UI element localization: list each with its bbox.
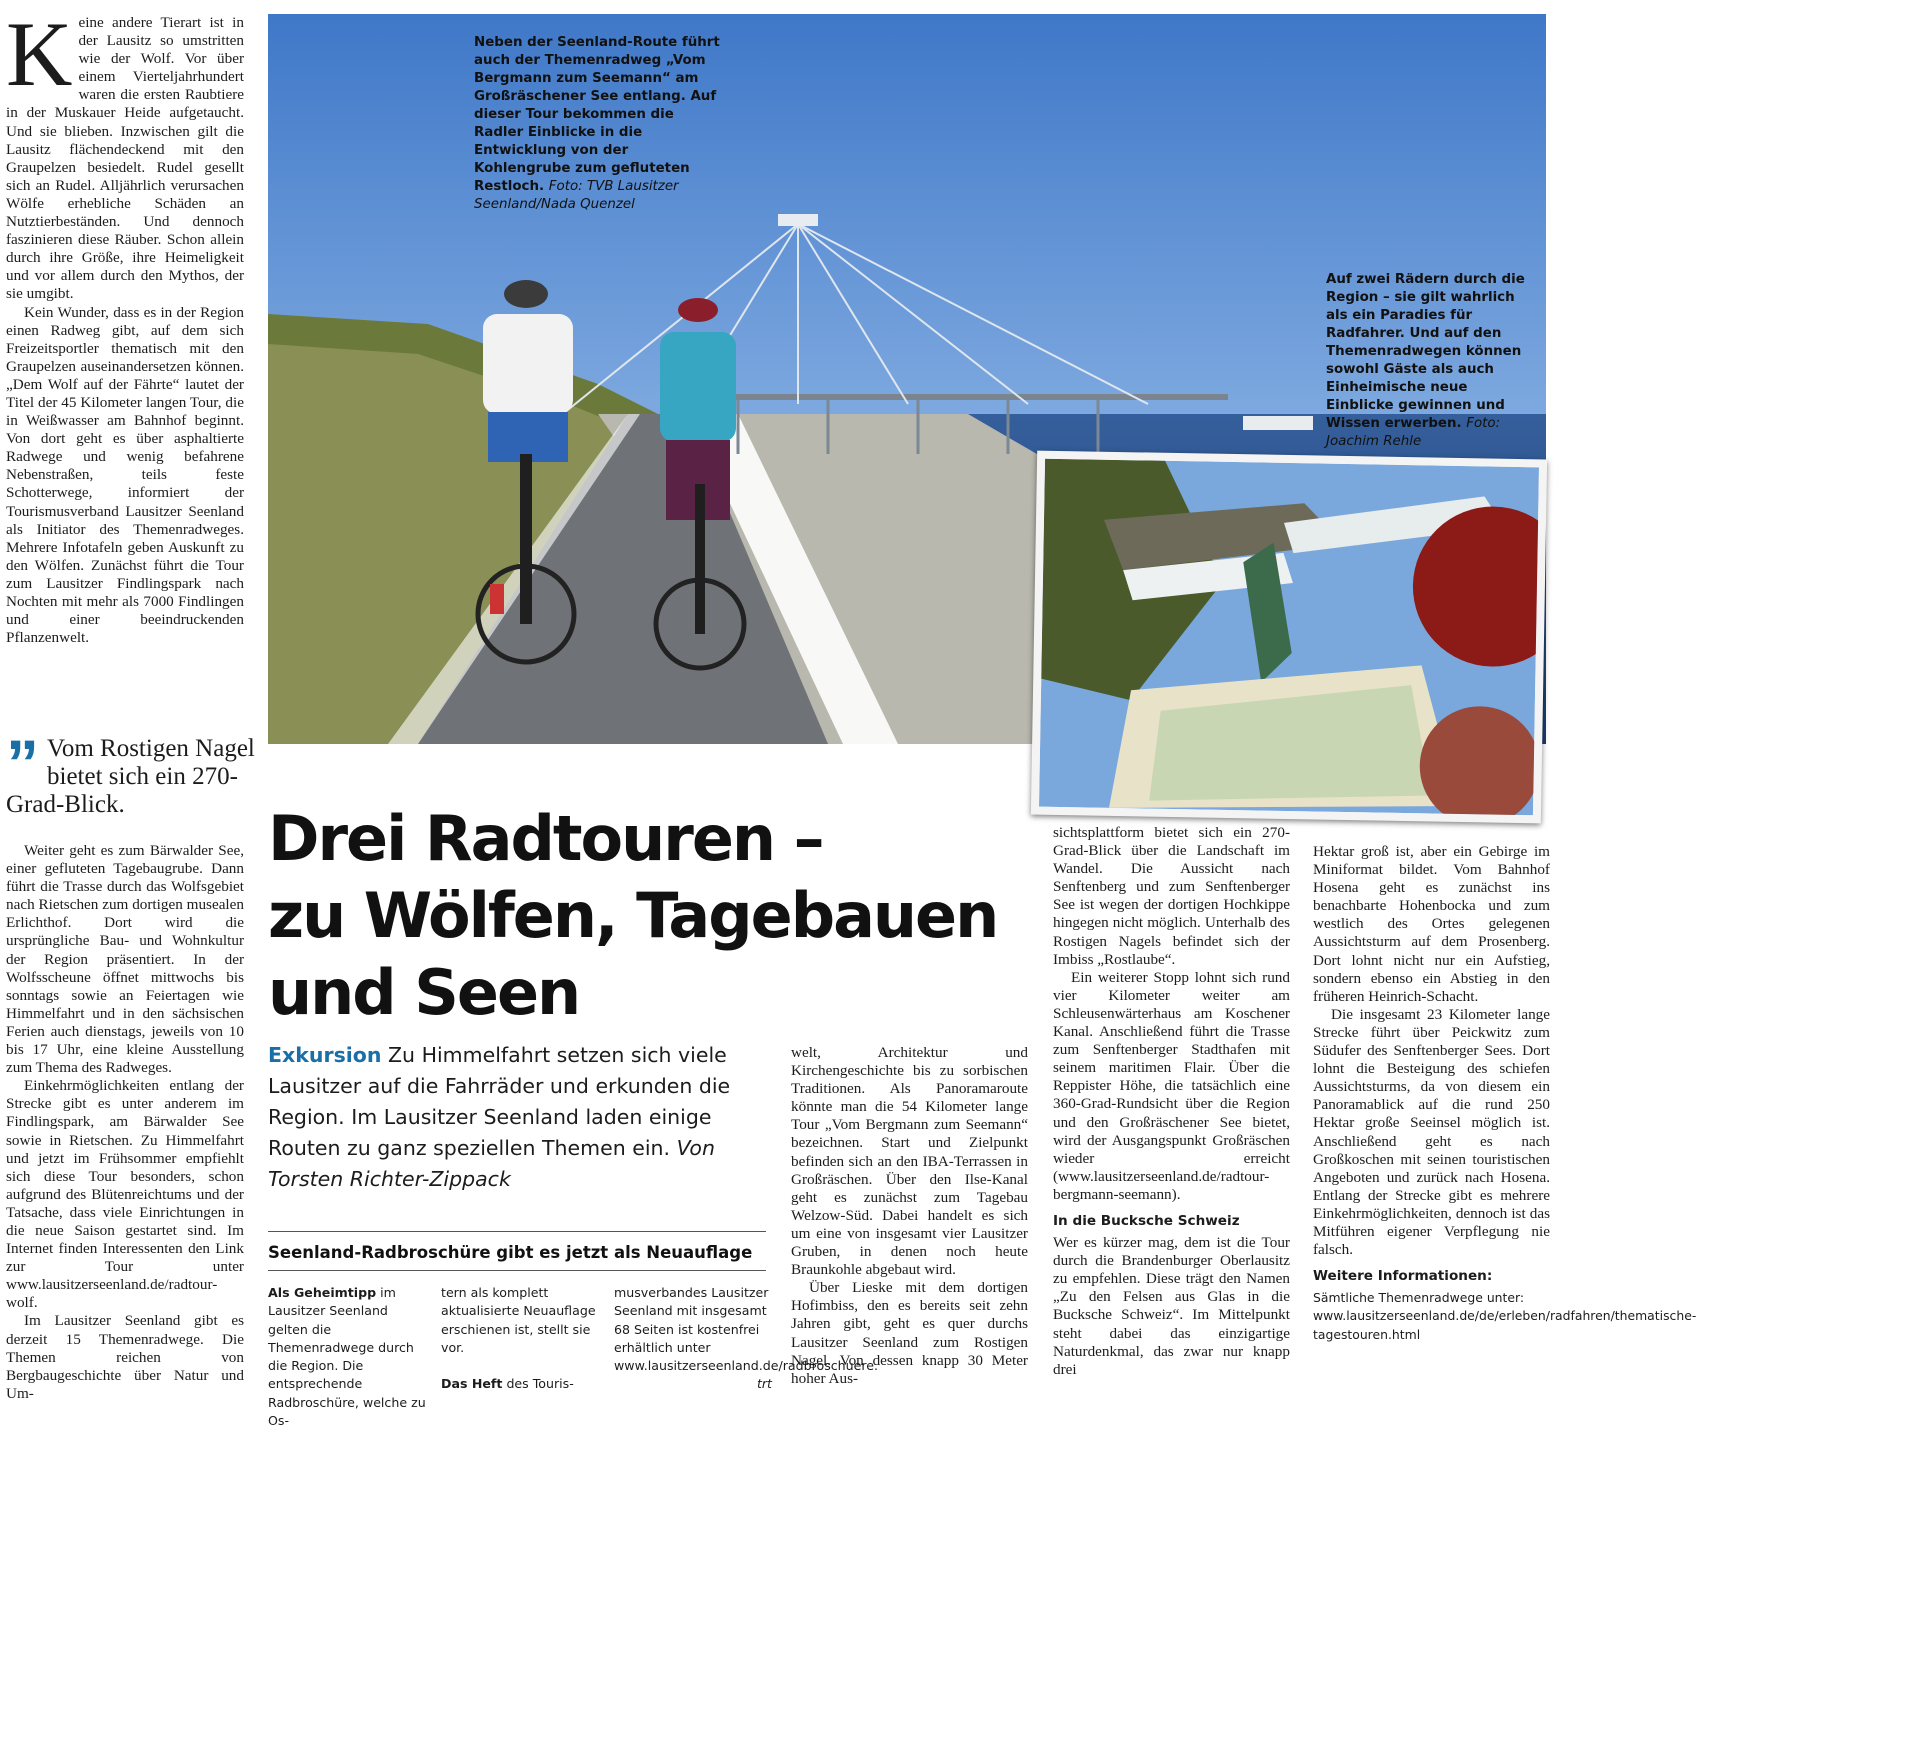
paragraph: Die insgesamt 23 Kilometer lange Strecke führt über Peickwitz zum Südufer des Senftenberger Sees. Dort lohnt die Besteigung des schiefen Aussichtsturms, da von diesem ein Panoramablick auf die rund 250 Hektar große Seeinsel möglich ist. Anschließend geht es nach Großkoschen mit seinen touristischen Angeboten und zurück nach Hosena. Entlang der Strecke gibt es mehrere Einkehrmöglichkeiten, dennoch ist das Mitführen eigener Verpflegung nie falsch. [1313, 1005, 1550, 1259]
paragraph: Weiter geht es zum Bärwalder See, einer gefluteten Tagebaugrube. Dann führt die Trasse durch das Wolfsgebiet nach Rietschen zum dortigen musealen Erlichthof. Dort wird die ursprüngliche Bau- und Wohnkultur der Region präsentiert. In der Wolfsscheune öffnet mittwochs bis sonntags sowie an Feiertagen wie Himmelfahrt und in den sächsischen Ferien auch dienstags, jeweils von 10 bis 17 Uhr, eine kleine Ausstellung zum Thema des Radweges. [6, 842, 244, 1077]
info-text: Sämtliche Themenradwege unter: www.lausitzerseenland.de/de/erleben/radfahren/thematische-tagestouren.html [1313, 1290, 1697, 1342]
quote-mark-icon: ” [6, 726, 39, 800]
pull-quote [6, 726, 256, 819]
kicker: Exkursion [268, 1043, 382, 1067]
pull-quote-text: Vom Rostigen Nagel bietet sich ein 270-Grad-Blick. [6, 735, 255, 818]
box-text: tern als komplett aktualisierte Neuauflage erschienen ist, stellt sie vor. [441, 1285, 596, 1355]
box-headline: Seenland-Radbroschüre gibt es jetzt als Neuauflage [268, 1243, 753, 1262]
headline-line: zu Wölfen, Tagebauen [268, 879, 998, 952]
byline: Von Torsten Richter-Zippack [268, 1136, 715, 1191]
box-column-2 [441, 1284, 599, 1393]
photo-caption-top [474, 34, 724, 214]
subheading: In die Bucksche Schweiz [1053, 1212, 1240, 1229]
lead-text: Zu Himmelfahrt setzen sich viele Lausitzer auf die Fahrräder und erkunden die Region. Im Lausitzer Seenland laden einige Routen zu ganz speziellen Themen ein. [268, 1043, 731, 1160]
article-column-1-continued [6, 842, 244, 1403]
photo-credit: Foto: Joachim Rehle [1326, 416, 1501, 449]
box-top-rule [268, 1231, 766, 1232]
headline-line: Drei Radtouren – [268, 802, 823, 875]
paragraph: welt, Architektur und Kirchengeschichte bis zu sorbischen Traditionen. Als Panoramaroute könnte man die 54 Kilometer lange Tour „Vom Bergmann zum Seemann“ bezeichnen. Start und Zielpunkt befinden sich an den IBA-Terrassen in Großräschen. Über den Ilse-Kanal geht es zunächst zum Tagebau Welzow-Süd. Dabei handelt es sich um eine von insgesamt vier Lausitzer Gruben, in denen noch heute Braunkohle abgebaut wird. [791, 1044, 1028, 1279]
box-column-3 [614, 1284, 879, 1394]
article-column-5 [1313, 843, 1697, 1344]
drop-cap: K [6, 3, 73, 105]
photo-caption-right [1326, 271, 1526, 451]
caption-text: Neben der Seenland-Route führt auch der Themenradweg „Vom Bergmann zum Seemann“ am Großräschener See entlang. Auf dieser Tour bekommen die Radler Einblicke in die Entwicklung von der Kohlengrube zum gefluteten Restloch. [474, 35, 720, 194]
box-column-1 [268, 1284, 426, 1430]
box-bold-lead: Als Geheimtipp [268, 1285, 377, 1300]
author-signature: trt [756, 1376, 772, 1392]
info-heading: Weitere Informationen: [1313, 1268, 1493, 1285]
box-text: des Touris- [506, 1376, 574, 1392]
paragraph: eine andere Tierart ist in der Lausitz so umstritten wie der Wolf. Vor über einem Vierteljahrhundert waren die ersten Raubtiere in der Muskauer Heide aufgetaucht. Und sie blieben. Inzwischen gilt die Lausitz flächendeckend mit den Graupelzen besiedelt. Rudel gesellt sich an Rudel. Alljährlich verursachen Wölfe erhebliche Schäden an Nutztierbeständen. Und dennoch faszinieren diese Räuber. Schon allein durch ihre Größe, ihre Heimeligkeit und vor allem durch den Mythos, der sie umgibt. [6, 14, 244, 303]
article-column-1 [6, 3, 244, 647]
paragraph: Einkehrmöglichkeiten entlang der Strecke gibt es unter anderem im Findlingspark, am Bärwalder See sowie in Rietschen. Zu Himmelfahrt und jetzt im Frühsommer empfiehlt sich diese Tour besonders, schon aufgrund des Blütenreichtums und der Tatsache, dass viele Einrichtungen in die neue Saison gestartet sind. Im Internet finden Interessenten den Link zur Tour unter www.lausitzerseenland.de/radtour-wolf. [6, 1077, 244, 1312]
inset-photo-map [1031, 451, 1547, 824]
lead-paragraph [268, 1040, 768, 1195]
box-text: im Lausitzer Seenland gelten die Themenradwege durch die Region. Die entsprechende Radbroschüre, welche zu Os- [268, 1285, 426, 1429]
paragraph: Im Lausitzer Seenland gibt es derzeit 15 Themenradwege. Die Themen reichen von Bergbaugeschichte über Natur und Um- [6, 1312, 244, 1402]
paragraph: Hektar groß ist, aber ein Gebirge im Miniformat bildet. Vom Bahnhof Hosena geht es zunächst ins benachbarte Hohenbocka und zum westlich des Ortes gelegenen Aussichtsturm auf dem Prosenberg. Dort lohnt nicht nur ein Aufstieg, sondern ebenso ein Abstieg in den früheren Heinrich-Schacht. [1313, 843, 1550, 1005]
paragraph: Wer es kürzer mag, dem ist die Tour durch die Brandenburger Oberlausitz zu empfehlen. Diese trägt den Namen „Zu den Felsen aus Glas in die Bucksche Schweiz“. Im Mittelpunkt steht dabei das einzigartige Naturdenkmal, das zwar nur knapp drei [1053, 1234, 1290, 1378]
paragraph: Kein Wunder, dass es in der Region einen Radweg gibt, auf dem sich Freizeitsportler thematisch mit den Graupelzen auseinandersetzen können. „Dem Wolf auf der Fährte“ lautet der Titel der 45 Kilometer langen Tour, die in Weißwasser am Bahnhof beginnt. Von dort geht es über asphaltierte Radwege und wenig befahrene Nebenstraßen, teils feste Schotterwege, informiert der Tourismusverband Lausitzer Seenland als Initiator des Themenradweges. Mehrere Infotafeln geben Auskunft zu den Wölfen. Zunächst führt die Tour zum Lausitzer Findlingspark nach Nochten mit mehr als 7000 Findlingen und einer beeindruckenden Pflanzenwelt. [6, 303, 244, 647]
photo-credit: Foto: TVB Lausitzer Seenland/Nada Quenzel [474, 179, 679, 212]
article-column-4 [1053, 824, 1290, 1379]
article-column-3 [791, 1044, 1028, 1388]
headline-line: und Seen [268, 956, 580, 1029]
headline [268, 800, 1028, 1031]
paragraph: Über Lieske mit dem dortigen Hofimbiss, den es bereits seit zehn Jahren gibt, geht es quer durchs Lausitzer Seenland zum Rostigen Nagel. Von dessen knapp 30 Meter hoher Aus- [791, 1279, 1028, 1387]
paragraph: sichtsplattform bietet sich ein 270-Grad-Blick über die Landschaft im Wandel. Die Aussicht nach Senftenberg und zum Senftenberger See ist wegen der dortigen Hochkippe hingegen nicht möglich. Unterhalb des Rostigen Nagels befindet sich der Imbiss „Rostlaube“. [1053, 824, 1290, 968]
box-headline-rule [268, 1270, 766, 1271]
paragraph: Ein weiterer Stopp lohnt sich rund vier Kilometer weiter am Schleusenwärterhaus am Koschener Kanal. Anschließend führt die Trasse zum Senftenberger Stadthafen mit seinem maritimen Flair. Über die Reppister Höhe, die tatsächlich eine 360-Grad-Rundsicht über die Region und den Großräschener See bietet, wird der Ausgangspunkt Großräschen wieder erreicht (www.lausitzerseenland.de/radtour-bergmann-seemann). [1053, 968, 1290, 1203]
box-bold-lead: Das Heft [441, 1376, 503, 1392]
box-text: musverbandes Lausitzer Seenland mit insgesamt 68 Seiten ist kostenfrei erhältlich unter www.lausitzerseenland.de/radbroschuere. [614, 1285, 879, 1374]
map-photo-illustration [1039, 459, 1539, 816]
caption-text: Auf zwei Rädern durch die Region – sie gilt wahrlich als ein Paradies für Radfahrer. Und auf den Themenradwegen können sowohl Gäste als auch Einheimische neue Einblicke gewinnen und Wissen erwerben. [1326, 272, 1525, 431]
